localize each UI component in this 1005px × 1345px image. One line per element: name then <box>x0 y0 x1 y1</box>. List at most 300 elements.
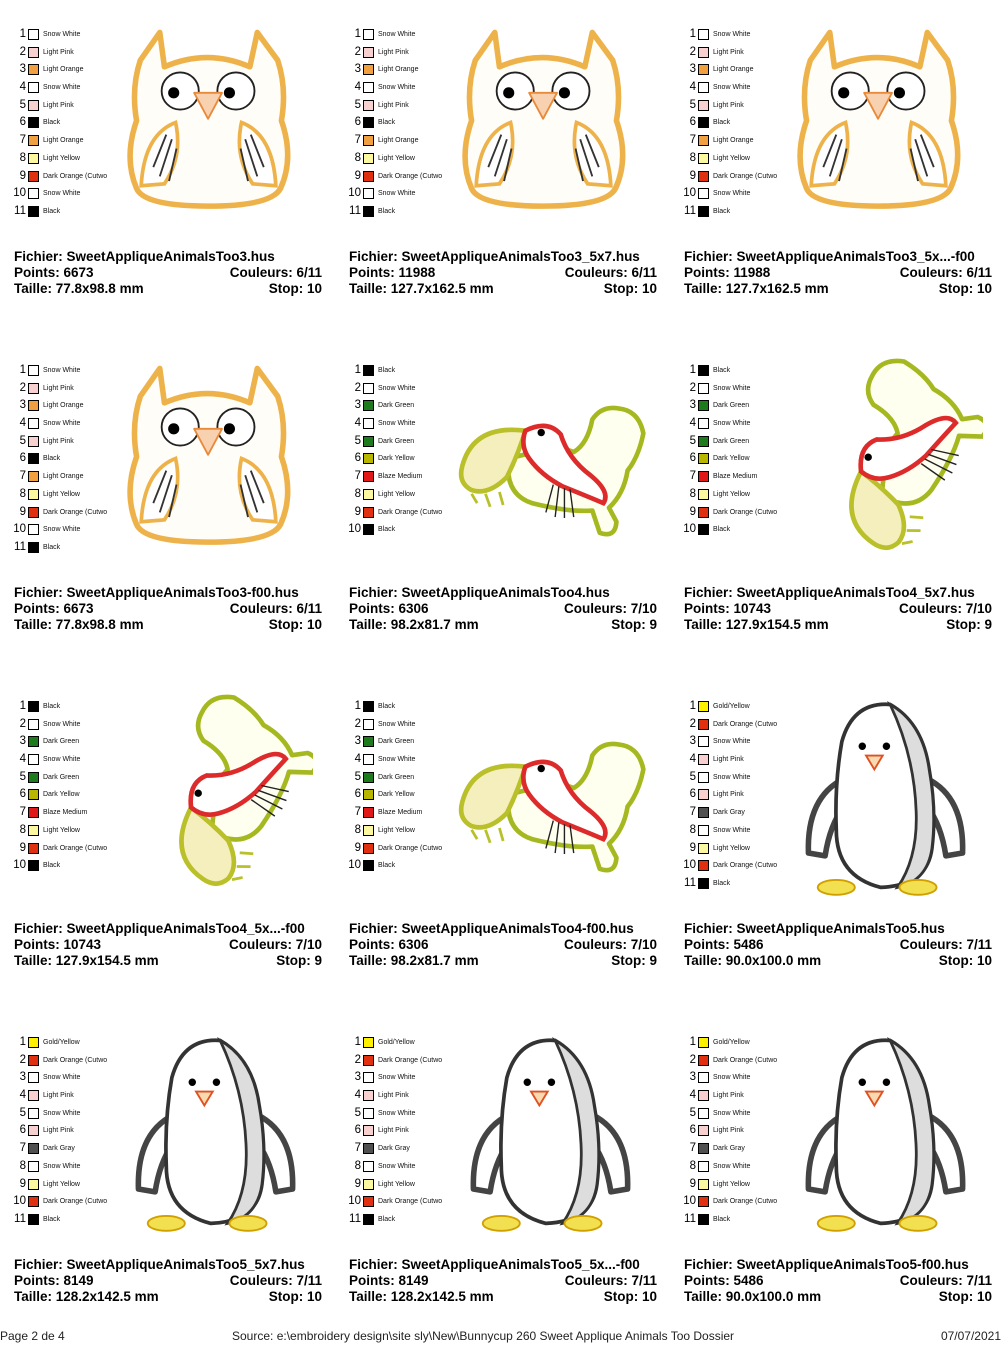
color-name: Black <box>378 119 396 127</box>
color-name: Black <box>713 119 731 127</box>
color-name: Black <box>713 367 731 374</box>
color-swatch-row <box>680 875 790 893</box>
color-chip <box>698 100 709 111</box>
design-info <box>349 1257 657 1305</box>
color-name: Light Yellow <box>378 1180 415 1188</box>
design-info <box>684 1257 992 1305</box>
color-name: Light Yellow <box>713 844 750 852</box>
color-swatch-row <box>10 114 120 132</box>
color-chip <box>698 365 709 376</box>
color-name: Light Orange <box>43 402 84 410</box>
color-swatch-row <box>10 539 120 557</box>
color-index: 9 <box>19 1177 26 1190</box>
color-index: 5 <box>19 434 26 447</box>
file-name: Fichier: SweetAppliqueAnimalsToo4_5x7.hus <box>684 585 975 600</box>
file-name: Fichier: SweetAppliqueAnimalsToo3-f00.hus <box>14 585 299 600</box>
color-index: 8 <box>354 151 361 164</box>
color-chip <box>363 135 374 146</box>
color-swatch-row <box>10 1052 120 1070</box>
color-name: Light Orange <box>713 137 754 145</box>
color-chip <box>363 29 374 40</box>
design-size: Taille: 127.7x162.5 mm <box>349 281 494 296</box>
color-index: 1 <box>19 364 26 376</box>
stitch-points-row <box>14 1273 322 1289</box>
color-swatch-row <box>680 733 790 751</box>
color-chip <box>28 843 39 854</box>
color-chip <box>28 206 39 217</box>
color-index: 2 <box>354 1053 361 1066</box>
color-chip <box>363 1055 374 1066</box>
penguin-applique-illustration <box>118 1026 313 1236</box>
stitch-points-row <box>684 601 992 617</box>
color-index: 10 <box>348 187 361 200</box>
color-swatch-row <box>345 1158 455 1176</box>
color-name: Snow White <box>713 84 751 92</box>
color-name: Dark Yellow <box>43 791 80 799</box>
color-chip <box>363 453 374 464</box>
color-count: Couleurs: 6/11 <box>899 265 992 280</box>
page-footer <box>0 1326 1005 1344</box>
design-size: Taille: 98.2x81.7 mm <box>349 953 479 968</box>
color-index: 5 <box>689 770 696 783</box>
color-swatch-row <box>10 840 120 858</box>
color-chip <box>698 772 709 783</box>
stop-count: Stop: 10 <box>938 953 992 968</box>
design-info <box>14 1257 322 1305</box>
color-swatch-row <box>345 397 455 415</box>
color-swatch-row <box>10 1122 120 1140</box>
color-swatch-row <box>345 1034 455 1052</box>
color-index: 7 <box>689 470 696 483</box>
stitch-points-row <box>349 265 657 281</box>
color-chip <box>28 1179 39 1190</box>
color-name: Black <box>378 862 396 870</box>
color-index: 8 <box>354 823 361 836</box>
color-index: 7 <box>689 1142 696 1155</box>
color-index: 2 <box>689 717 696 730</box>
color-index: 5 <box>354 434 361 447</box>
color-index: 4 <box>354 753 361 766</box>
color-chip <box>28 860 39 871</box>
color-index: 10 <box>348 859 361 872</box>
design-size: Taille: 77.8x98.8 mm <box>14 617 144 632</box>
design-size: Taille: 127.9x154.5 mm <box>684 617 829 632</box>
color-name: Black <box>43 703 61 710</box>
color-chip <box>698 188 709 199</box>
color-index: 2 <box>689 1053 696 1066</box>
color-index: 6 <box>689 452 696 465</box>
color-swatch-row <box>345 79 455 97</box>
color-swatch-row <box>680 362 790 380</box>
color-index: 9 <box>19 505 26 518</box>
color-swatch-row <box>10 26 120 44</box>
color-list <box>680 698 790 893</box>
color-chip <box>363 206 374 217</box>
color-chip <box>698 1196 709 1207</box>
color-index: 7 <box>19 134 26 147</box>
color-chip <box>698 1161 709 1172</box>
color-name: Dark Orange (Cutwo <box>43 844 108 852</box>
stitch-points-row <box>349 601 657 617</box>
color-chip <box>28 1214 39 1225</box>
color-index: 3 <box>19 1071 26 1084</box>
color-name: Blaze Medium <box>378 473 423 481</box>
color-index: 4 <box>19 417 26 430</box>
color-name: Light Yellow <box>713 490 750 498</box>
color-chip <box>28 436 39 447</box>
stitch-points: Points: 10743 <box>14 937 102 952</box>
color-chip <box>363 1196 374 1207</box>
color-swatch-row <box>10 397 120 415</box>
color-swatch-row <box>10 786 120 804</box>
color-chip <box>363 153 374 164</box>
color-name: Snow White <box>378 720 416 728</box>
color-swatch-row <box>10 362 120 380</box>
color-index: 3 <box>354 735 361 748</box>
color-chip <box>363 507 374 518</box>
color-name: Dark Green <box>43 738 80 746</box>
color-count: Couleurs: 7/10 <box>563 601 657 616</box>
penguin-applique-illustration <box>453 1026 648 1236</box>
color-chip <box>698 47 709 58</box>
color-swatch-row <box>345 786 455 804</box>
color-chip <box>28 754 39 765</box>
color-name: Snow White <box>378 420 416 428</box>
color-swatch-row <box>680 504 790 522</box>
color-index: 6 <box>354 452 361 465</box>
color-index: 5 <box>19 1106 26 1119</box>
color-name: Light Pink <box>43 48 74 56</box>
color-name: Black <box>378 1215 396 1223</box>
color-index: 2 <box>354 717 361 730</box>
color-name: Dark Orange (Cutwo <box>43 1198 108 1206</box>
color-swatch-row <box>10 716 120 734</box>
color-swatch-row <box>680 380 790 398</box>
color-chip <box>363 471 374 482</box>
design-size: Taille: 98.2x81.7 mm <box>349 617 479 632</box>
design-size: Taille: 77.8x98.8 mm <box>14 281 144 296</box>
color-name: Dark Orange (Cutwo <box>378 844 443 852</box>
stitch-points-row <box>349 1273 657 1289</box>
color-swatch-row <box>680 698 790 716</box>
color-chip <box>28 400 39 411</box>
color-chip <box>28 1161 39 1172</box>
color-name: Dark Green <box>378 738 415 746</box>
color-name: Light Pink <box>43 1127 74 1135</box>
color-name: Dark Orange (Cutwo <box>713 1056 778 1064</box>
color-swatch-row <box>345 380 455 398</box>
color-swatch-row <box>345 1193 455 1211</box>
color-index: 5 <box>354 1106 361 1119</box>
color-name: Dark Orange (Cutwo <box>713 1198 778 1206</box>
color-chip <box>363 188 374 199</box>
color-name: Snow White <box>43 720 81 728</box>
color-swatch-row <box>345 1087 455 1105</box>
color-list <box>10 698 120 875</box>
color-swatch-row <box>680 1176 790 1194</box>
color-chip <box>363 843 374 854</box>
color-swatch-row <box>680 61 790 79</box>
color-name: Light Orange <box>43 473 84 481</box>
color-name: Light Pink <box>713 1092 744 1100</box>
color-index: 1 <box>354 700 361 712</box>
color-swatch-row <box>10 168 120 186</box>
color-index: 11 <box>14 204 26 217</box>
color-count: Couleurs: 7/10 <box>563 937 657 952</box>
file-name-row <box>14 585 322 601</box>
file-name: Fichier: SweetAppliqueAnimalsToo3_5x7.hus <box>349 249 640 264</box>
file-name-row <box>14 1257 322 1273</box>
color-chip <box>698 507 709 518</box>
color-swatch-row <box>680 1122 790 1140</box>
color-index: 5 <box>689 98 696 111</box>
color-chip <box>28 489 39 500</box>
color-swatch-row <box>345 1069 455 1087</box>
color-index: 3 <box>689 399 696 412</box>
stitch-points: Points: 10743 <box>684 601 772 616</box>
color-chip <box>698 383 709 394</box>
color-index: 10 <box>13 1195 26 1208</box>
color-swatch-row <box>345 415 455 433</box>
stitch-points-row <box>684 265 992 281</box>
design-info <box>684 249 992 297</box>
design-size-row <box>684 281 992 297</box>
color-index: 8 <box>689 151 696 164</box>
color-chip <box>28 365 39 376</box>
color-name: Dark Green <box>713 437 750 445</box>
color-index: 2 <box>689 45 696 58</box>
color-chip <box>698 878 709 889</box>
color-index: 5 <box>19 98 26 111</box>
color-chip <box>28 789 39 800</box>
color-index: 1 <box>689 700 696 712</box>
stitch-points: Points: 6306 <box>349 937 429 952</box>
color-name: Dark Green <box>378 773 415 781</box>
color-swatch-row <box>345 716 455 734</box>
color-index: 9 <box>19 841 26 854</box>
color-swatch-row <box>680 415 790 433</box>
color-list <box>680 1034 790 1229</box>
color-swatch-row <box>10 1193 120 1211</box>
design-size-row <box>14 617 322 633</box>
color-chip <box>363 100 374 111</box>
color-chip <box>698 135 709 146</box>
color-name: Light Pink <box>713 756 744 764</box>
file-name: Fichier: SweetAppliqueAnimalsToo5_5x7.hus <box>14 1257 305 1272</box>
design-size-row <box>684 617 992 633</box>
color-index: 8 <box>689 1159 696 1172</box>
design-size-row <box>349 953 657 969</box>
color-name: Black <box>713 879 731 887</box>
file-name-row <box>349 585 657 601</box>
design-size-row <box>14 1289 322 1305</box>
color-swatch-row <box>345 840 455 858</box>
color-index: 3 <box>689 735 696 748</box>
owl-applique-illustration <box>118 354 313 564</box>
color-name: Black <box>378 207 396 215</box>
color-chip <box>28 117 39 128</box>
color-chip <box>698 206 709 217</box>
stitch-points-row <box>684 1273 992 1289</box>
color-swatch-row <box>345 504 455 522</box>
color-index: 10 <box>683 1195 696 1208</box>
color-index: 11 <box>684 1212 696 1225</box>
color-swatch-row <box>10 1034 120 1052</box>
color-count: Couleurs: 7/11 <box>564 1273 657 1288</box>
color-chip <box>363 171 374 182</box>
color-swatch-row <box>10 822 120 840</box>
design-info <box>349 921 657 969</box>
color-index: 8 <box>689 487 696 500</box>
color-chip <box>28 100 39 111</box>
color-index: 3 <box>354 1071 361 1084</box>
color-chip <box>28 135 39 146</box>
color-swatch-row <box>680 44 790 62</box>
color-swatch-row <box>345 114 455 132</box>
color-chip <box>698 400 709 411</box>
stitch-points-row <box>14 265 322 281</box>
color-index: 9 <box>689 505 696 518</box>
design-size-row <box>684 953 992 969</box>
color-swatch-row <box>680 150 790 168</box>
color-swatch-row <box>680 450 790 468</box>
color-index: 5 <box>19 770 26 783</box>
color-chip <box>363 1179 374 1190</box>
color-swatch-row <box>680 79 790 97</box>
color-name: Black <box>43 543 61 551</box>
stop-count: Stop: 10 <box>603 281 657 296</box>
color-index: 6 <box>19 1124 26 1137</box>
color-chip <box>698 736 709 747</box>
color-chip <box>28 1143 39 1154</box>
color-swatch-row <box>680 1193 790 1211</box>
color-swatch-row <box>10 380 120 398</box>
color-name: Black <box>43 207 61 215</box>
color-swatch-row <box>680 521 790 539</box>
color-name: Black <box>43 455 61 463</box>
color-index: 7 <box>354 134 361 147</box>
stop-count: Stop: 10 <box>268 617 322 632</box>
color-swatch-row <box>10 1069 120 1087</box>
color-name: Dark Yellow <box>378 455 415 463</box>
color-name: Snow White <box>378 384 416 392</box>
color-swatch-row <box>10 150 120 168</box>
color-chip <box>363 400 374 411</box>
color-index: 9 <box>689 841 696 854</box>
color-chip <box>28 171 39 182</box>
color-chip <box>698 82 709 93</box>
color-swatch-row <box>680 1105 790 1123</box>
stop-count: Stop: 10 <box>603 1289 657 1304</box>
color-swatch-row <box>345 804 455 822</box>
stitch-points: Points: 8149 <box>349 1273 429 1288</box>
color-swatch-row <box>10 751 120 769</box>
color-count: Couleurs: 6/11 <box>229 265 322 280</box>
color-name: Snow White <box>43 367 81 374</box>
color-index: 3 <box>354 63 361 76</box>
color-index: 2 <box>354 45 361 58</box>
color-name: Light Yellow <box>378 154 415 162</box>
color-name: Light Pink <box>43 101 74 109</box>
color-chip <box>363 82 374 93</box>
color-chip <box>698 524 709 535</box>
stitch-points-row <box>349 937 657 953</box>
color-name: Dark Green <box>43 773 80 781</box>
color-index: 9 <box>354 169 361 182</box>
color-swatch-row <box>345 150 455 168</box>
color-chip <box>363 383 374 394</box>
color-name: Light Pink <box>43 437 74 445</box>
color-swatch-row <box>10 486 120 504</box>
color-swatch-row <box>680 751 790 769</box>
color-index: 6 <box>689 116 696 129</box>
color-chip <box>363 701 374 712</box>
color-swatch-row <box>345 857 455 875</box>
color-list <box>345 26 455 221</box>
color-name: Black <box>713 526 731 534</box>
color-swatch-row <box>10 1158 120 1176</box>
color-chip <box>28 1055 39 1066</box>
color-name: Snow White <box>43 1162 81 1170</box>
color-name: Dark Gray <box>378 1145 410 1153</box>
stitch-points: Points: 6673 <box>14 265 94 280</box>
color-name: Light Pink <box>43 384 74 392</box>
color-chip <box>28 772 39 783</box>
stop-count: Stop: 10 <box>268 1289 322 1304</box>
color-swatch-row <box>680 26 790 44</box>
color-index: 11 <box>684 876 696 889</box>
stitch-points: Points: 6306 <box>349 601 429 616</box>
color-chip <box>363 418 374 429</box>
color-chip <box>28 383 39 394</box>
color-name: Snow White <box>378 31 416 38</box>
color-index: 8 <box>689 823 696 836</box>
design-card <box>335 672 670 1008</box>
color-index: 3 <box>689 1071 696 1084</box>
color-chip <box>698 29 709 40</box>
color-swatch-row <box>345 44 455 62</box>
color-index: 2 <box>689 381 696 394</box>
color-swatch-row <box>345 751 455 769</box>
color-name: Black <box>378 367 396 374</box>
color-swatch-row <box>680 1087 790 1105</box>
color-swatch-row <box>345 26 455 44</box>
color-swatch-row <box>345 1140 455 1158</box>
design-size-row <box>349 281 657 297</box>
file-name: Fichier: SweetAppliqueAnimalsToo5_5x...-f00 <box>349 1257 640 1272</box>
color-chip <box>28 47 39 58</box>
color-swatch-row <box>10 203 120 221</box>
color-swatch-row <box>680 857 790 875</box>
color-name: Snow White <box>713 826 751 834</box>
color-chip <box>363 365 374 376</box>
color-count: Couleurs: 7/10 <box>228 937 322 952</box>
color-name: Light Pink <box>378 1127 409 1135</box>
stitch-points-row <box>14 601 322 617</box>
color-swatch-row <box>345 521 455 539</box>
color-index: 7 <box>689 134 696 147</box>
color-index: 8 <box>354 487 361 500</box>
color-swatch-row <box>345 769 455 787</box>
color-index: 9 <box>689 1177 696 1190</box>
color-name: Gold/Yellow <box>713 703 750 710</box>
color-name: Light Yellow <box>378 826 415 834</box>
color-index: 4 <box>689 753 696 766</box>
file-name-row <box>349 1257 657 1273</box>
design-info <box>684 585 992 633</box>
color-index: 2 <box>19 381 26 394</box>
color-swatch-row <box>10 44 120 62</box>
